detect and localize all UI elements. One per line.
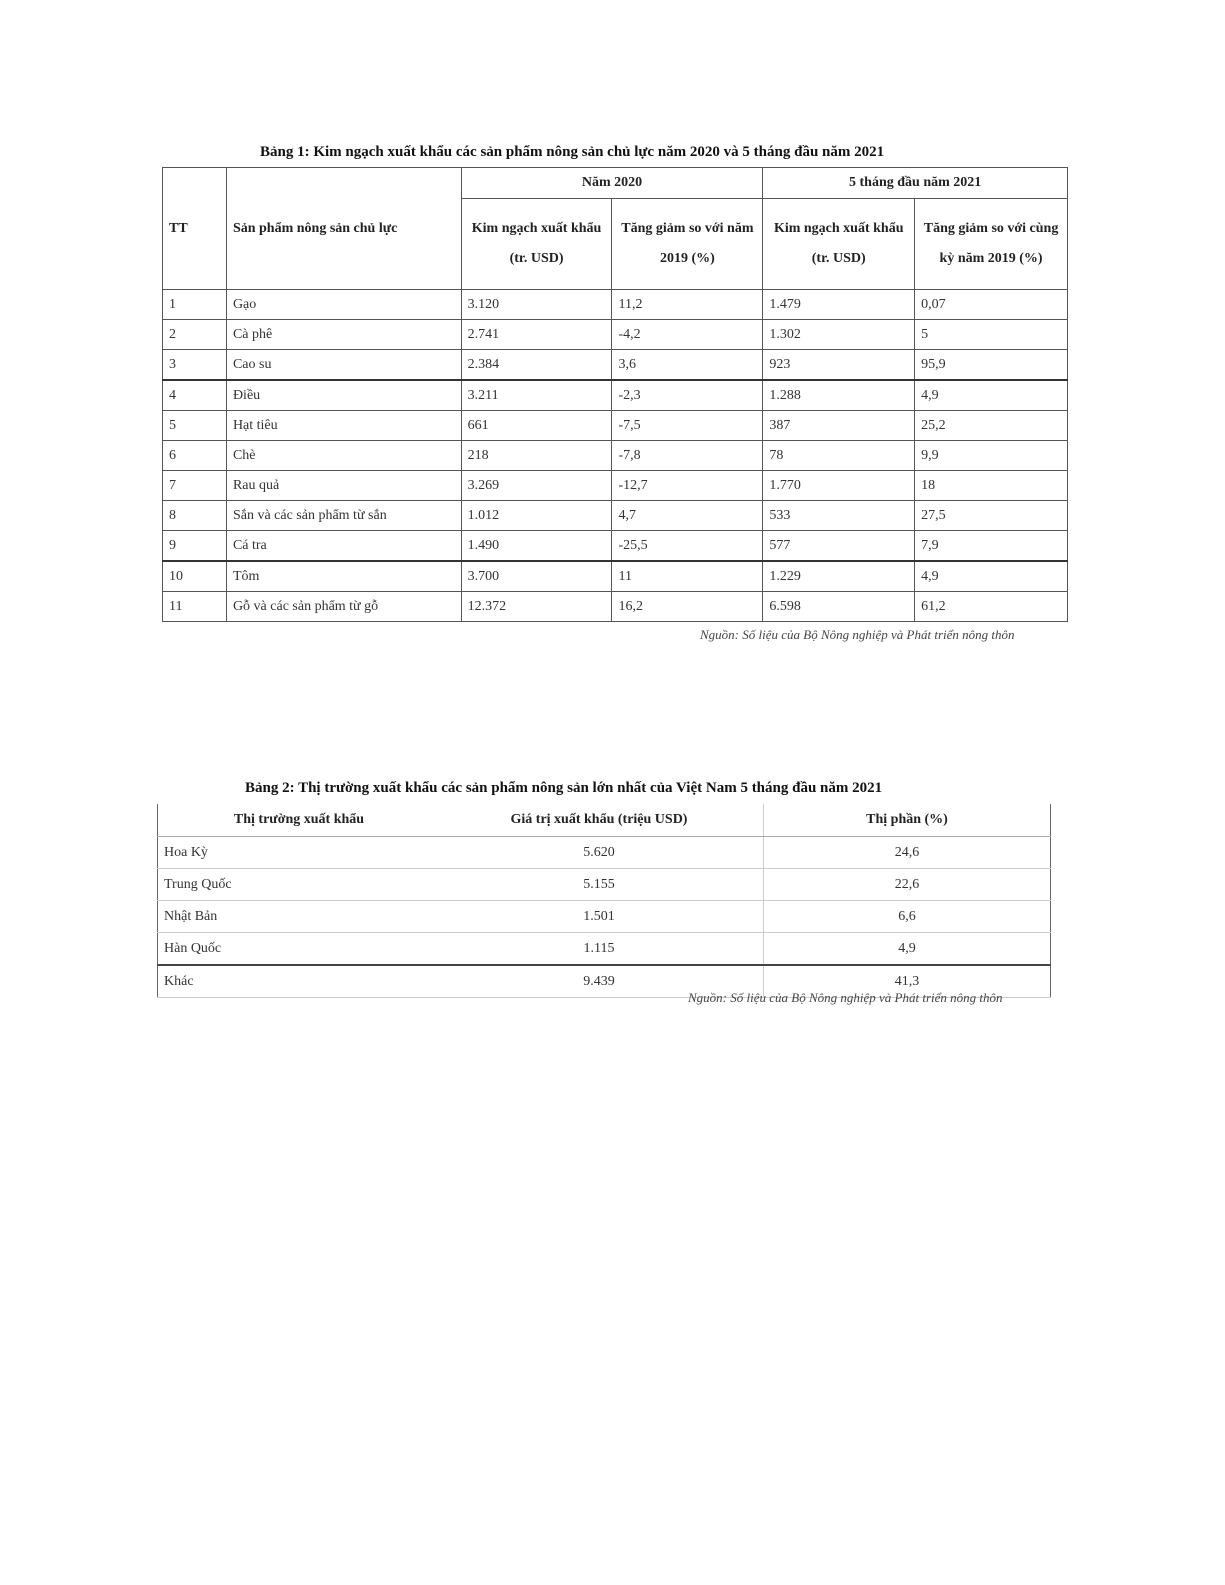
change-2020-cell: 11 <box>612 561 763 592</box>
market-name-cell: Trung Quốc <box>158 869 436 901</box>
table-row <box>163 471 1068 501</box>
table-row <box>163 441 1068 471</box>
product-name-cell: Cà phê <box>226 320 461 350</box>
table1-source-note: Nguồn: Số liệu của Bộ Nông nghiệp và Phát triển nông thôn <box>700 627 1015 642</box>
value-2020-cell: 1.012 <box>461 501 612 531</box>
change-2020-cell: -4,2 <box>612 320 763 350</box>
change-2021-cell: 61,2 <box>915 592 1068 622</box>
market-name-cell: Khác <box>158 965 436 998</box>
value-2020-cell: 2.384 <box>461 350 612 381</box>
market-name-cell: Hàn Quốc <box>158 933 436 966</box>
market-share-cell: 4,9 <box>764 933 1051 966</box>
table-row <box>163 501 1068 531</box>
value-2021-cell: 78 <box>763 441 915 471</box>
value-2021-cell: 1.770 <box>763 471 915 501</box>
market-name-cell: Nhật Bản <box>158 901 436 933</box>
market-share-cell: 41,3 <box>764 965 1051 998</box>
change-2021-cell: 25,2 <box>915 411 1068 441</box>
change-2021-cell: 9,9 <box>915 441 1068 471</box>
table-row <box>158 837 1051 869</box>
product-name-cell: Gỗ và các sản phẩm từ gỗ <box>226 592 461 622</box>
change-2021-cell: 5 <box>915 320 1068 350</box>
table-row <box>163 350 1068 381</box>
change-2021-cell: 4,9 <box>915 380 1068 411</box>
product-name-cell: Chè <box>226 441 461 471</box>
value-2020-cell: 3.269 <box>461 471 612 501</box>
product-name-cell: Hạt tiêu <box>226 411 461 441</box>
table1-caption: Bảng 1: Kim ngạch xuất khẩu các sản phẩm nông sản chủ lực năm 2020 và 5 tháng đầu năm 2021 <box>260 144 885 160</box>
header-value-2020: Kim ngạch xuất khẩu (tr. USD) <box>461 199 612 290</box>
table-row <box>163 561 1068 592</box>
change-2020-cell: -7,5 <box>612 411 763 441</box>
value-2021-cell: 1.288 <box>763 380 915 411</box>
export-value-cell: 5.155 <box>435 869 764 901</box>
export-market-table <box>157 804 1051 998</box>
value-2020-cell: 3.211 <box>461 380 612 411</box>
change-2021-cell: 18 <box>915 471 1068 501</box>
header-group-2020: Năm 2020 <box>461 168 763 199</box>
row-index-cell: 3 <box>163 350 227 381</box>
value-2020-cell: 661 <box>461 411 612 441</box>
value-2020-cell: 3.120 <box>461 290 612 320</box>
value-2021-cell: 6.598 <box>763 592 915 622</box>
change-2021-cell: 7,9 <box>915 531 1068 562</box>
header-change-2020: Tăng giảm so với năm 2019 (%) <box>612 199 763 290</box>
table2-body <box>158 837 1051 998</box>
table1-body <box>163 290 1068 622</box>
header-tt: TT <box>163 168 227 290</box>
value-2021-cell: 923 <box>763 350 915 381</box>
change-2020-cell: -2,3 <box>612 380 763 411</box>
value-2020-cell: 1.490 <box>461 531 612 562</box>
table-row <box>158 901 1051 933</box>
change-2020-cell: 11,2 <box>612 290 763 320</box>
market-share-cell: 24,6 <box>764 837 1051 869</box>
export-value-cell: 5.620 <box>435 837 764 869</box>
product-name-cell: Cá tra <box>226 531 461 562</box>
export-value-cell: 1.501 <box>435 901 764 933</box>
product-name-cell: Gạo <box>226 290 461 320</box>
export-value-cell: 9.439 <box>435 965 764 998</box>
change-2020-cell: -12,7 <box>612 471 763 501</box>
export-value-cell: 1.115 <box>435 933 764 966</box>
change-2021-cell: 0,07 <box>915 290 1068 320</box>
value-2020-cell: 2.741 <box>461 320 612 350</box>
product-name-cell: Cao su <box>226 350 461 381</box>
value-2021-cell: 533 <box>763 501 915 531</box>
product-name-cell: Rau quả <box>226 471 461 501</box>
header-change-2021: Tăng giảm so với cùng kỳ năm 2019 (%) <box>915 199 1068 290</box>
product-name-cell: Điều <box>226 380 461 411</box>
header-group-2021: 5 tháng đầu năm 2021 <box>763 168 1068 199</box>
change-2020-cell: 4,7 <box>612 501 763 531</box>
row-index-cell: 5 <box>163 411 227 441</box>
product-name-cell: Sắn và các sản phẩm từ sắn <box>226 501 461 531</box>
change-2020-cell: -7,8 <box>612 441 763 471</box>
value-2021-cell: 577 <box>763 531 915 562</box>
market-share-cell: 6,6 <box>764 901 1051 933</box>
row-index-cell: 7 <box>163 471 227 501</box>
market-share-cell: 22,6 <box>764 869 1051 901</box>
table-row <box>163 531 1068 562</box>
row-index-cell: 11 <box>163 592 227 622</box>
change-2020-cell: -25,5 <box>612 531 763 562</box>
change-2021-cell: 27,5 <box>915 501 1068 531</box>
product-name-cell: Tôm <box>226 561 461 592</box>
value-2020-cell: 3.700 <box>461 561 612 592</box>
row-index-cell: 2 <box>163 320 227 350</box>
table-row <box>163 290 1068 320</box>
row-index-cell: 10 <box>163 561 227 592</box>
header-export-value: Giá trị xuất khẩu (triệu USD) <box>435 804 764 837</box>
change-2021-cell: 95,9 <box>915 350 1068 381</box>
market-name-cell: Hoa Kỳ <box>158 837 436 869</box>
value-2021-cell: 1.302 <box>763 320 915 350</box>
value-2020-cell: 12.372 <box>461 592 612 622</box>
export-turnover-table <box>162 167 1068 622</box>
header-market-share: Thị phần (%) <box>764 804 1051 837</box>
header-value-2021: Kim ngạch xuất khẩu (tr. USD) <box>763 199 915 290</box>
table-row <box>163 320 1068 350</box>
table-row <box>163 411 1068 441</box>
value-2021-cell: 387 <box>763 411 915 441</box>
value-2021-cell: 1.479 <box>763 290 915 320</box>
change-2020-cell: 3,6 <box>612 350 763 381</box>
table2-source-note: Nguồn: Số liệu của Bộ Nông nghiệp và Phát triển nông thôn <box>688 990 1003 1005</box>
table-row <box>163 592 1068 622</box>
table-row <box>158 869 1051 901</box>
table2-caption: Bảng 2: Thị trường xuất khẩu các sản phẩm nông sản lớn nhất của Việt Nam 5 tháng đầu năm 2021 <box>245 780 883 796</box>
table-row <box>163 380 1068 411</box>
header-product: Sản phẩm nông sản chủ lực <box>226 168 461 290</box>
change-2020-cell: 16,2 <box>612 592 763 622</box>
table-row <box>158 933 1051 966</box>
value-2020-cell: 218 <box>461 441 612 471</box>
row-index-cell: 6 <box>163 441 227 471</box>
value-2021-cell: 1.229 <box>763 561 915 592</box>
row-index-cell: 4 <box>163 380 227 411</box>
row-index-cell: 8 <box>163 501 227 531</box>
row-index-cell: 1 <box>163 290 227 320</box>
header-market: Thị trường xuất khẩu <box>158 804 436 837</box>
change-2021-cell: 4,9 <box>915 561 1068 592</box>
row-index-cell: 9 <box>163 531 227 562</box>
